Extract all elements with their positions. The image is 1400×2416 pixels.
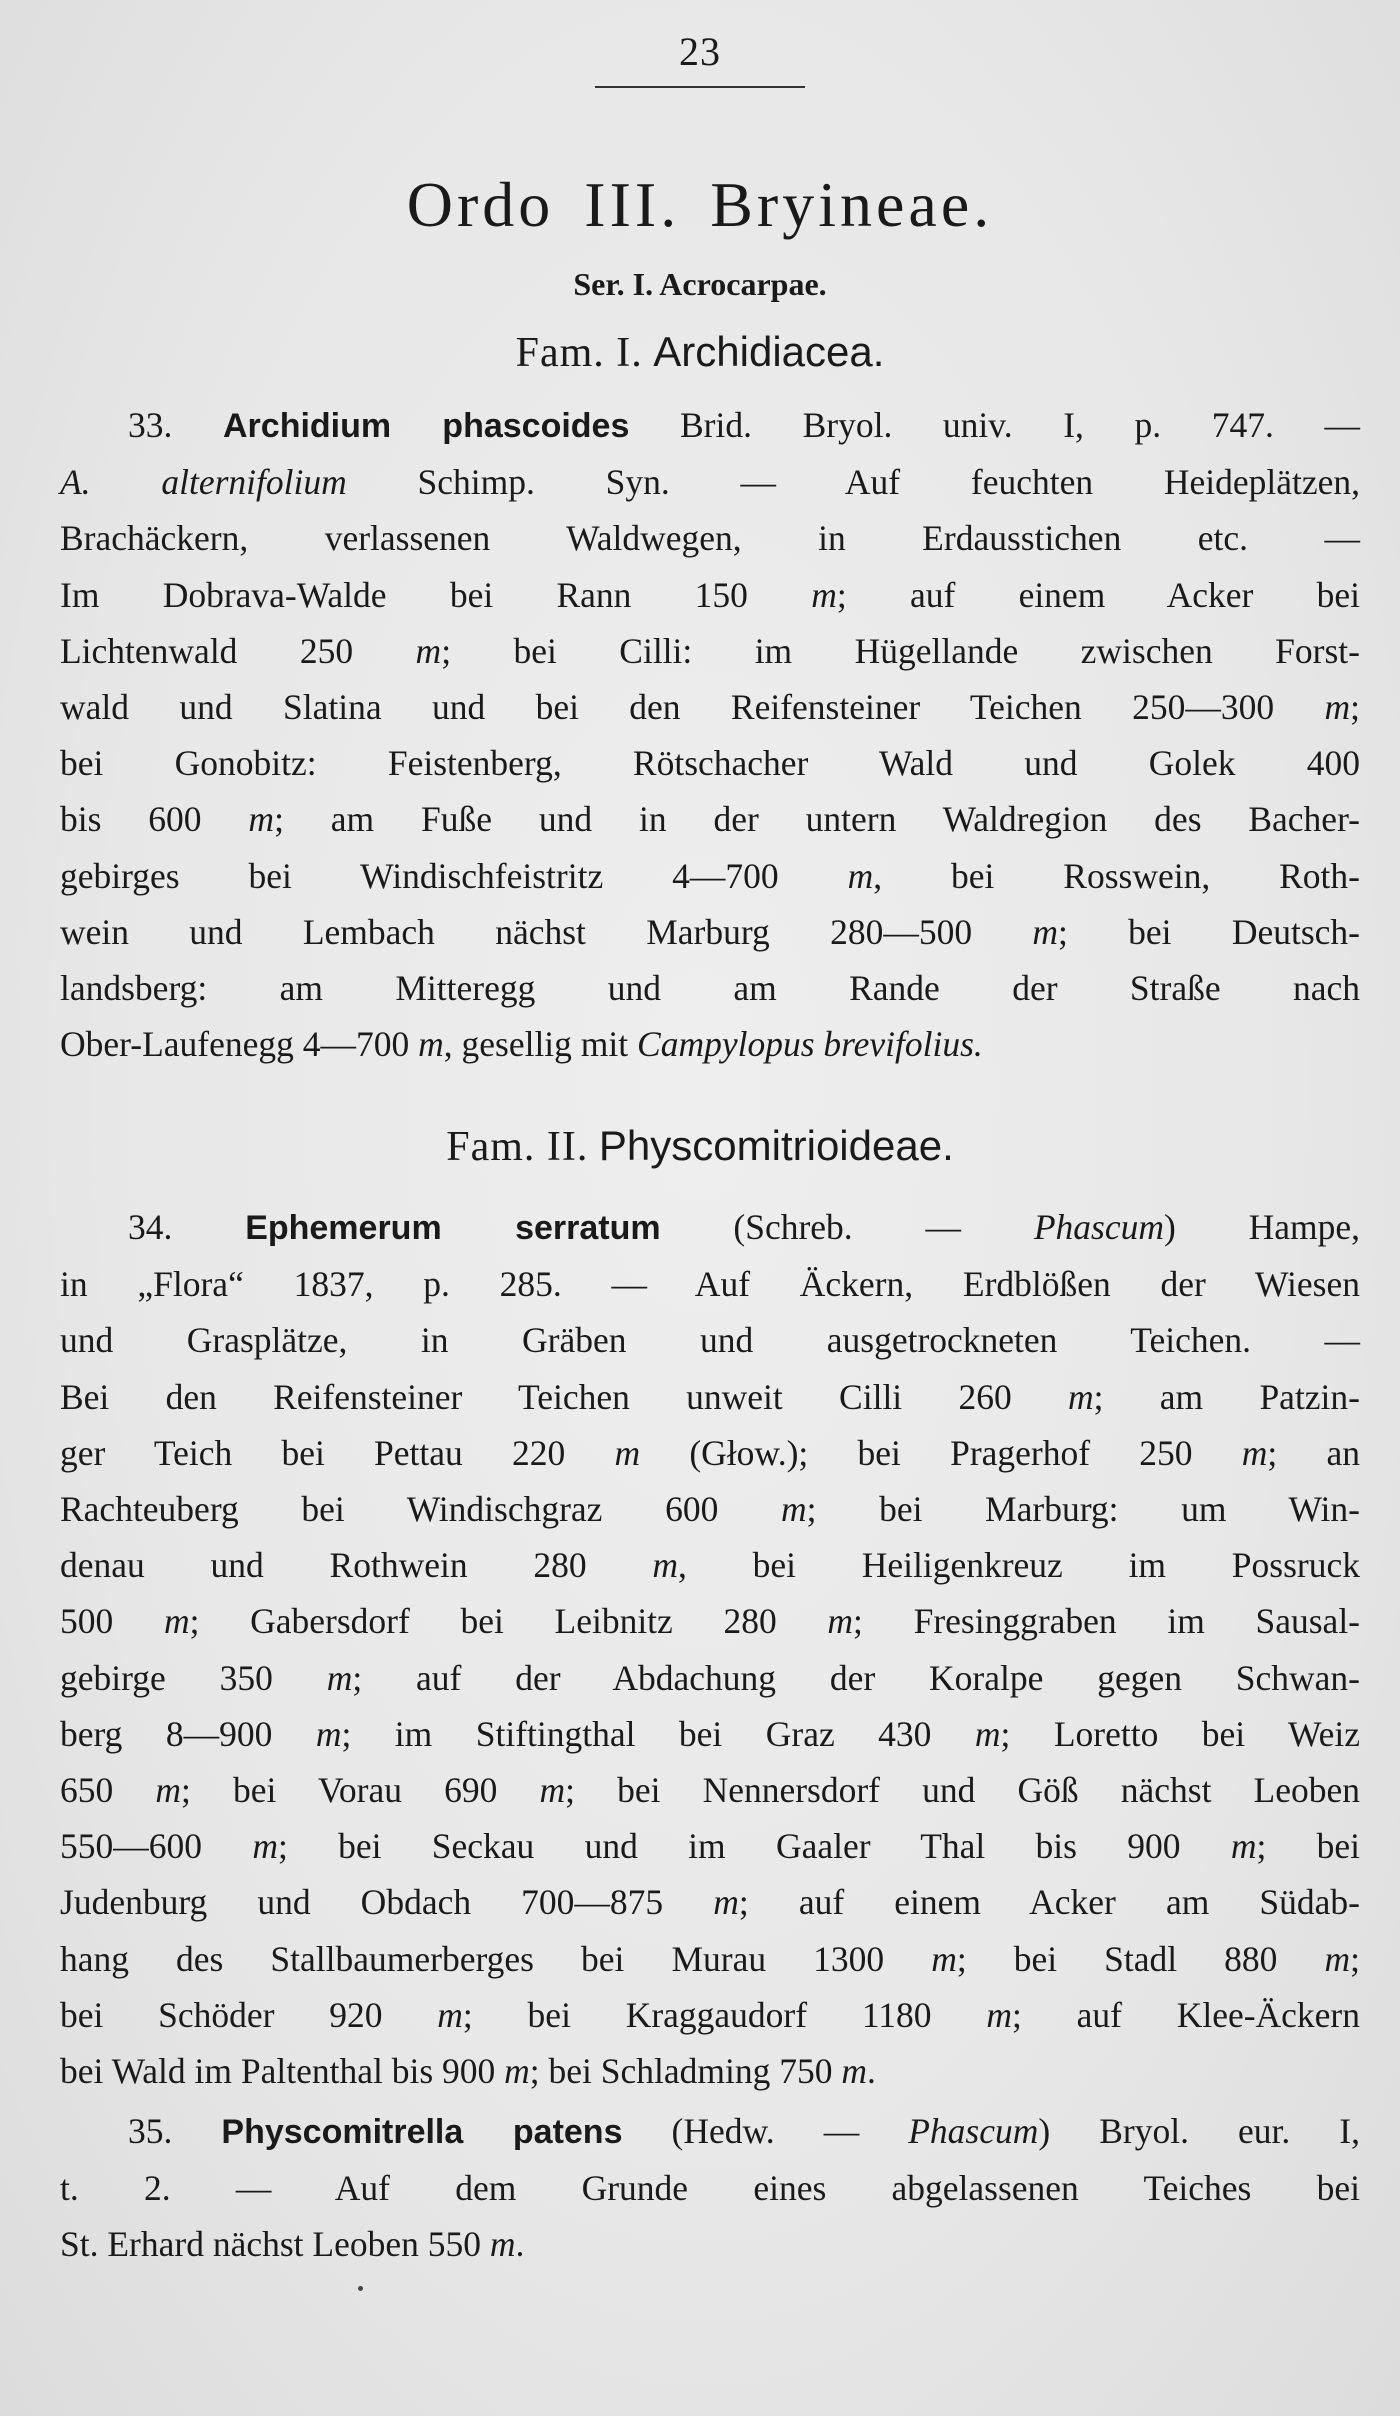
text-line	[60, 904, 1360, 960]
italic-text: m	[155, 1770, 182, 1811]
text-line	[60, 1199, 1360, 1256]
text-run: , bei Rosswein, Roth-	[873, 855, 1360, 896]
italic-text: m	[504, 2051, 530, 2092]
text-run: .	[867, 2051, 876, 2092]
italic-text: m	[986, 1994, 1012, 2035]
scientific-name: Ephemerum serratum	[245, 1209, 661, 1247]
italic-text: m	[489, 2224, 516, 2265]
italic-text: Campylopus brevifolius.	[637, 1024, 983, 1065]
text-run: ; Gabersdorf bei Leibnitz 280	[189, 1601, 828, 1642]
text-line	[60, 1650, 1360, 1706]
italic-text: m	[1324, 687, 1351, 728]
text-line	[60, 791, 1360, 847]
text-run: 35.	[128, 2111, 222, 2151]
text-run: ; bei Kraggaudorf 1180	[462, 1994, 987, 2035]
text-run: hang des Stallbaumerberges bei Murau 1300	[60, 1938, 932, 1979]
italic-text: m	[1241, 1432, 1268, 1473]
text-line	[60, 1593, 1360, 1649]
page-number: 23	[679, 29, 721, 74]
text-line	[60, 1256, 1360, 1312]
text-run: Judenburg und Obdach 700—875	[60, 1882, 714, 1923]
family-prefix: Fam. I.	[515, 330, 643, 376]
text-line	[60, 1818, 1360, 1874]
italic-text: m	[1230, 1826, 1257, 1867]
italic-text: m	[841, 2051, 868, 2092]
print-speck	[358, 2286, 363, 2291]
text-run: ; bei Seckau und im Gaaler Thal bis 900	[277, 1826, 1231, 1867]
text-run: ; bei Cilli: im Hügellande zwischen Forst-	[441, 630, 1360, 671]
italic-text: m	[418, 1024, 444, 1065]
text-run: 500	[60, 1601, 164, 1642]
text-run: ) Hampe,	[1163, 1207, 1360, 1247]
text-run: in „Flora“ 1837, p. 285. — Auf Äckern, Erdblößen der Wiesen	[60, 1264, 1360, 1305]
text-run: t. 2. — Auf dem Grunde eines abgelassenen Teiches bei	[60, 2168, 1360, 2209]
text-run: (Schreb. —	[660, 1207, 1034, 1247]
text-line	[60, 397, 1360, 454]
text-line	[60, 1931, 1360, 1987]
series-heading: Ser. I. Acrocarpae.	[573, 266, 827, 302]
text-line	[60, 510, 1360, 566]
text-line	[60, 960, 1360, 1016]
text-run: ) Bryol. eur. I,	[1038, 2111, 1360, 2151]
text-line	[60, 2216, 1360, 2272]
text-run: berg 8—900	[60, 1713, 316, 1754]
text-run: ; bei Stadl 880	[956, 1938, 1325, 1979]
text-run: landsberg: am Mitteregg und am Rande der Straße nach	[60, 968, 1360, 1009]
text-run: Lichtenwald 250	[60, 630, 416, 671]
text-run: Bei den Reifensteiner Teichen unweit Cilli 260	[60, 1376, 1068, 1417]
text-run: (Hedw. —	[622, 2111, 909, 2151]
text-run: wald und Slatina und bei den Reifensteiner Teichen 250—300	[60, 687, 1325, 728]
italic-text: Phascum	[1033, 1207, 1164, 1247]
family-heading-physcomitrioideae	[0, 1122, 1400, 1171]
italic-text: m	[252, 1826, 278, 1867]
text-line	[60, 1369, 1360, 1425]
scientific-name: Physcomitrella patens	[221, 2113, 623, 2151]
italic-text: m	[248, 799, 275, 840]
text-run: ; bei Schladming 750	[529, 2051, 842, 2092]
italic-text: m	[163, 1601, 190, 1642]
text-run: , gesellig mit	[443, 1024, 638, 1065]
text-line	[60, 567, 1360, 623]
italic-text: m	[415, 630, 442, 671]
text-line	[60, 2043, 1360, 2099]
text-run: , bei Heiligenkreuz im Possruck	[677, 1545, 1361, 1586]
italic-text: m	[780, 1489, 807, 1530]
text-line	[60, 1874, 1360, 1930]
text-run: ; auf einem Acker am Südab-	[738, 1882, 1360, 1923]
text-run: bei Wald im Paltenthal bis 900	[60, 2051, 505, 2092]
text-run: ; im Stiftingthal bei Graz 430	[341, 1713, 975, 1754]
text-run: denau und Rothwein 280	[60, 1545, 653, 1586]
text-run: ; Fresinggraben im Sausal-	[853, 1601, 1361, 1642]
text-run: ger Teich bei Pettau 220	[60, 1432, 615, 1473]
text-run: 550—600	[60, 1826, 253, 1867]
text-run: 33.	[128, 405, 223, 445]
text-run: 650	[60, 1770, 156, 1811]
italic-text: m	[811, 574, 837, 615]
text-run: Ober-Laufenegg 4—700	[60, 1024, 419, 1065]
text-line	[60, 735, 1360, 791]
species-entry-34	[60, 1199, 1360, 2099]
text-line	[60, 623, 1360, 679]
text-line	[60, 1987, 1360, 2043]
text-line	[60, 848, 1360, 904]
text-line	[60, 1016, 1360, 1072]
text-line	[60, 679, 1360, 735]
page-number-rule	[595, 86, 805, 88]
text-line	[60, 2160, 1360, 2216]
italic-text: m	[713, 1882, 739, 1923]
text-line	[60, 454, 1360, 510]
text-run: wein und Lembach nächst Marburg 280—500	[60, 911, 1033, 952]
italic-text: m	[652, 1545, 678, 1586]
italic-text: m	[1068, 1376, 1094, 1417]
text-run: ; auf Klee-Äckern	[1011, 1994, 1361, 2035]
text-run: gebirge 350	[60, 1657, 327, 1698]
family-name: Archidiacea.	[653, 328, 885, 375]
italic-text: m	[931, 1938, 957, 1979]
text-run: 34.	[128, 1207, 246, 1247]
text-run: ; Loretto bei Weiz	[1000, 1713, 1361, 1754]
scientific-name: Archidium phascoides	[223, 407, 630, 445]
italic-text: m	[827, 1601, 854, 1642]
text-run: Schimp. Syn. — Auf feuchten Heideplätzen,	[346, 462, 1360, 503]
text-run: ; auf einem Acker bei	[836, 574, 1360, 615]
text-run: ; an	[1267, 1432, 1360, 1473]
text-run: ; am Patzin-	[1093, 1376, 1360, 1417]
text-run: Im Dobrava-Walde bei Rann 150	[60, 574, 812, 615]
text-run: und Grasplätze, in Gräben und ausgetrockneten Teichen. —	[60, 1320, 1360, 1361]
italic-text: m	[847, 855, 874, 896]
italic-text: m	[539, 1770, 566, 1811]
family-name: Physcomitrioideae.	[598, 1122, 954, 1169]
text-run: ; am Fuße und in der untern Waldregion des Bacher-	[274, 799, 1360, 840]
italic-text: m	[1324, 1938, 1351, 1979]
text-line	[60, 1762, 1360, 1818]
text-run: ;	[1350, 1938, 1360, 1979]
family-prefix: Fam. II.	[446, 1124, 589, 1170]
italic-text: m	[315, 1713, 342, 1754]
text-run: ; bei	[1256, 1826, 1361, 1867]
text-line	[60, 1706, 1360, 1762]
italic-text: m	[437, 1994, 463, 2035]
text-run: ; bei Deutsch-	[1058, 911, 1360, 952]
text-run: .	[515, 2224, 525, 2265]
italic-text: m	[974, 1713, 1001, 1754]
text-line	[60, 1537, 1360, 1593]
text-run: Rachteuberg bei Windischgraz 600	[60, 1489, 781, 1530]
text-run: ; auf der Abdachung der Koralpe gegen Schwan-	[352, 1657, 1360, 1698]
text-line	[60, 2103, 1360, 2160]
text-run: bei Gonobitz: Feistenberg, Rötschacher Wald und Golek 400	[60, 743, 1360, 784]
species-entry-35	[60, 2103, 1360, 2273]
text-run: ; bei Vorau 690	[181, 1770, 540, 1811]
text-run: gebirges bei Windischfeistritz 4—700	[60, 855, 848, 896]
family-heading-archidiacea	[0, 328, 1400, 377]
text-run: (Głow.); bei Pragerhof 250	[640, 1432, 1242, 1473]
text-run: St. Erhard nächst Leoben 550	[60, 2224, 490, 2265]
text-line	[60, 1481, 1360, 1537]
italic-text: A. alternifolium	[60, 462, 347, 503]
italic-text: m	[614, 1432, 641, 1473]
species-entry-33	[60, 397, 1360, 1072]
text-run: bis 600	[60, 799, 249, 840]
italic-text: m	[1032, 911, 1059, 952]
text-run: ;	[1350, 687, 1360, 728]
italic-text: m	[326, 1657, 353, 1698]
ordo-heading: Ordo III. Bryineae.	[406, 169, 994, 240]
text-run: Brachäckern, verlassenen Waldwegen, in Erdausstichen etc. —	[60, 518, 1360, 559]
italic-text: Phascum	[908, 2111, 1039, 2151]
text-line	[60, 1425, 1360, 1481]
text-run: ; bei Marburg: um Win-	[806, 1489, 1360, 1530]
text-line	[60, 1312, 1360, 1368]
text-run: Brid. Bryol. univ. I, p. 747. —	[629, 405, 1361, 445]
text-run: bei Schöder 920	[60, 1994, 438, 2035]
text-run: ; bei Nennersdorf und Göß nächst Leoben	[565, 1770, 1360, 1811]
